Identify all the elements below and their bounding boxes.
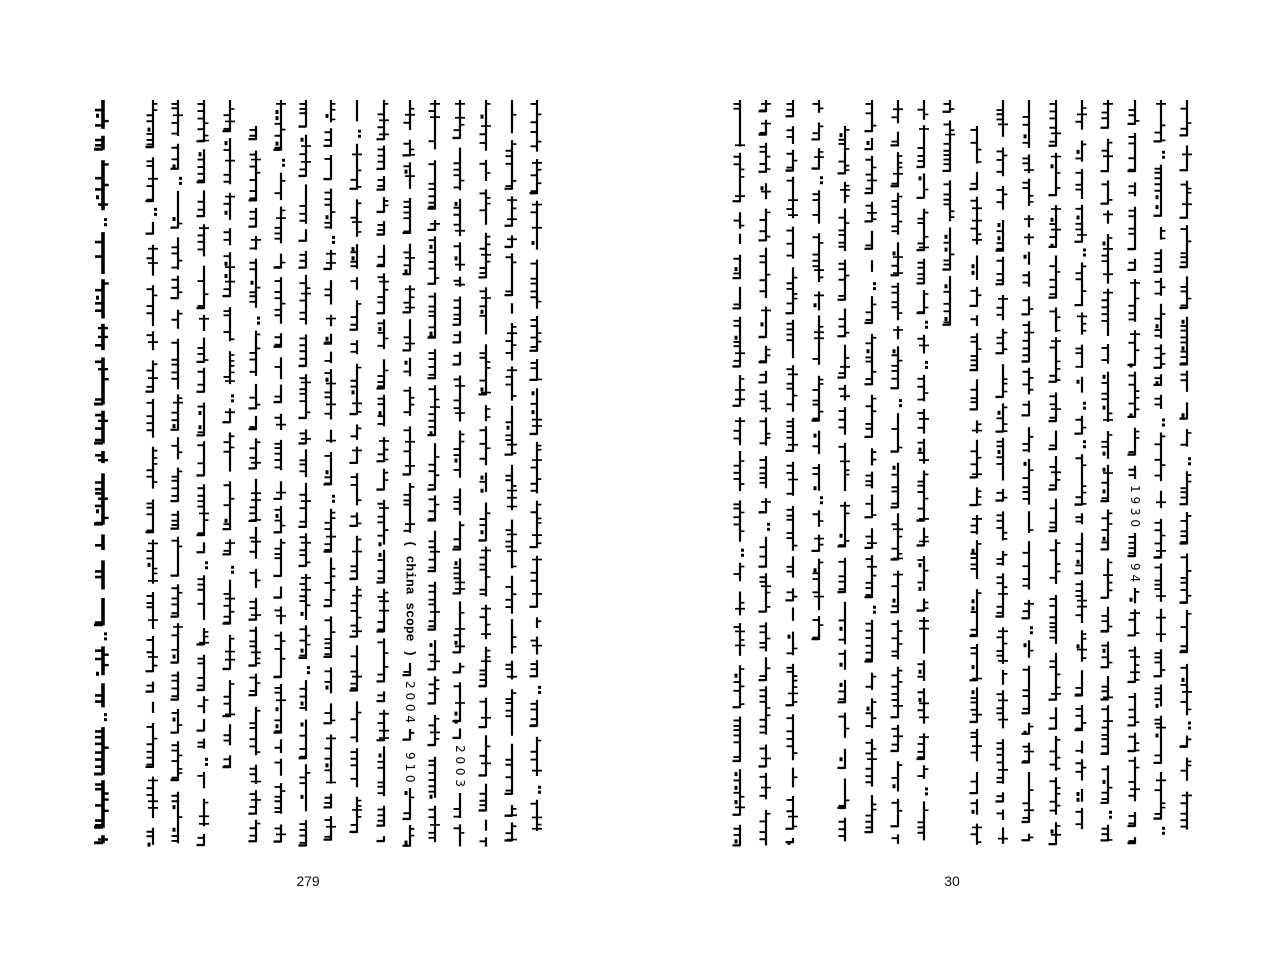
inline-number-2003: 2 0 0 3 [453,745,467,787]
inline-number-2004: 2 0 0 4 [403,681,417,723]
inline-number-1930: 1 9 3 0 [1128,485,1142,527]
page-number-left: 279 [296,873,320,889]
inline-number-94: 9 4 [1128,563,1142,583]
inline-number-910: 9 1 0 [403,752,417,783]
page-number-right: 30 [944,873,960,889]
inline-latin-china-scope: ( china scope ) [402,540,418,658]
